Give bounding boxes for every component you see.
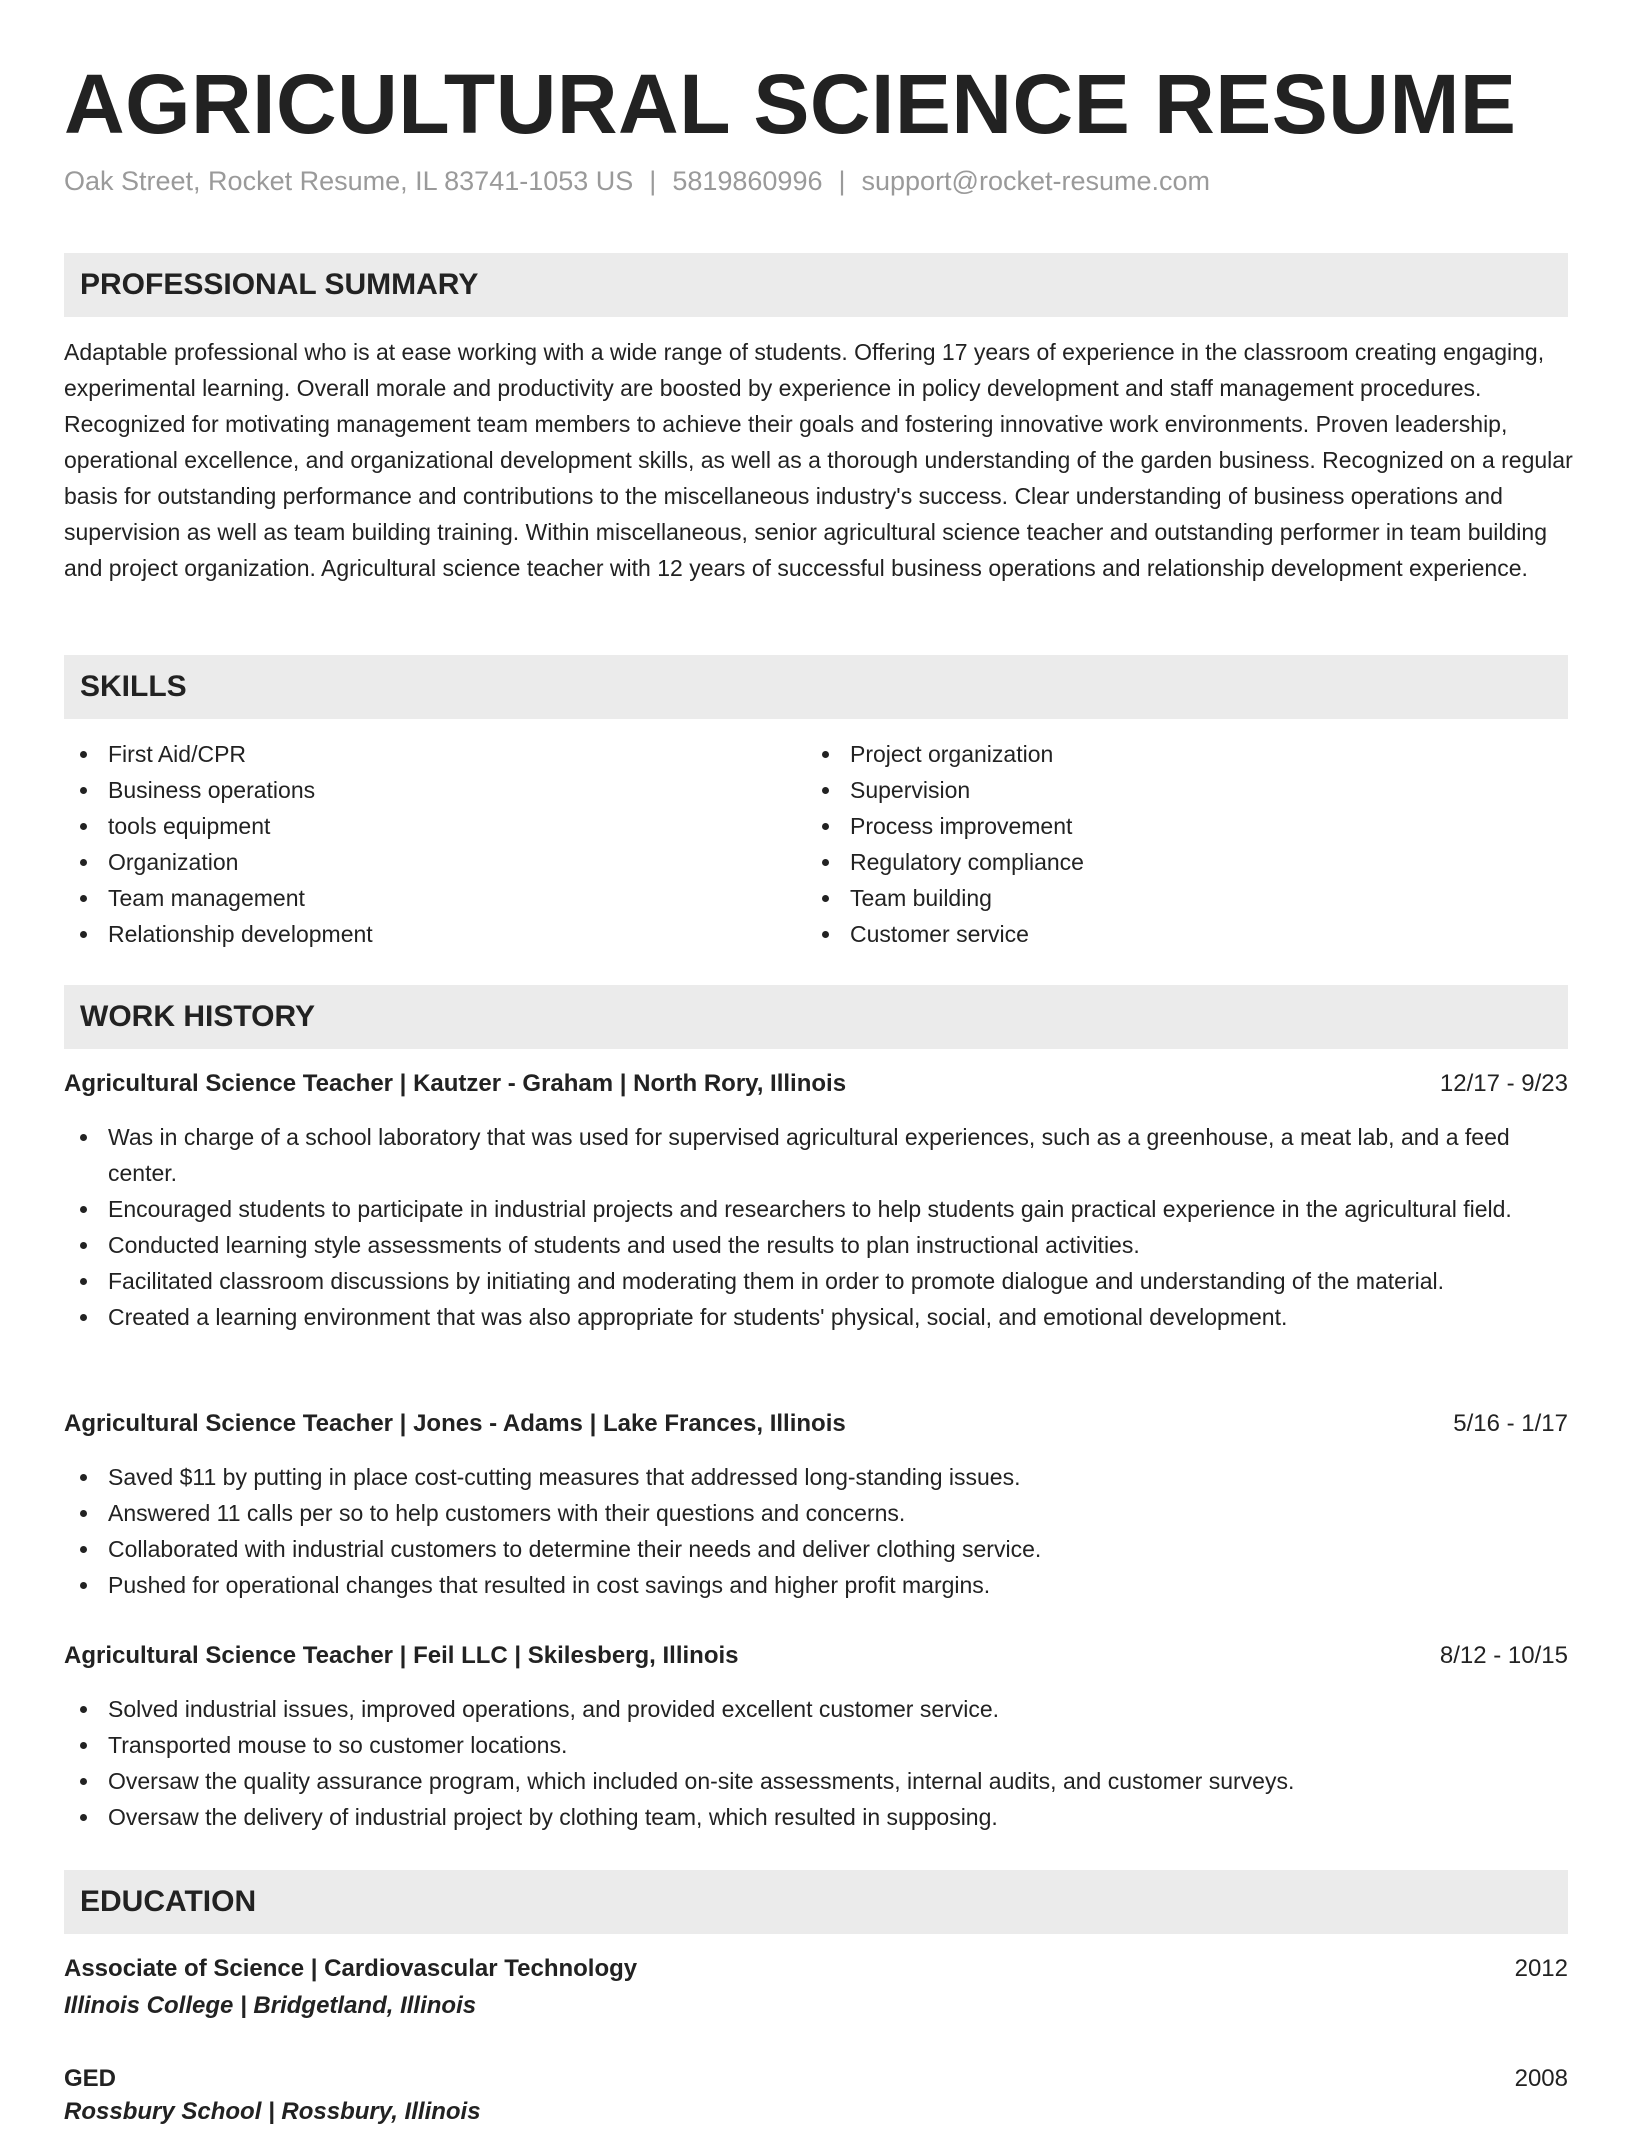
section-header-summary: PROFESSIONAL SUMMARY: [64, 253, 1568, 317]
education-school: Illinois College | Bridgetland, Illinois: [64, 1992, 477, 2019]
job-dates: 5/16 - 1/17: [1453, 1410, 1568, 1437]
job-bullets: [64, 1119, 1574, 1335]
contact-email: support@rocket-resume.com: [861, 166, 1211, 196]
job-bullet: Transported mouse to so customer locations.: [64, 1727, 1574, 1763]
skills-list-left: [64, 736, 764, 952]
skill-item: Business operations: [64, 772, 764, 808]
education-degree: GED: [64, 2065, 117, 2092]
section-header-education: EDUCATION: [64, 1870, 1568, 1934]
skills-list-right: [806, 736, 1506, 952]
job-bullets: [64, 1691, 1574, 1835]
job-bullet: Oversaw the delivery of industrial project by clothing team, which resulted in supposing.: [64, 1799, 1574, 1835]
job-title: Agricultural Science Teacher | Jones - Adams | Lake Frances, Illinois: [64, 1410, 846, 1437]
job-bullet: Pushed for operational changes that resulted in cost savings and higher profit margins.: [64, 1567, 1574, 1603]
skill-item: First Aid/CPR: [64, 736, 764, 772]
job-dates: 8/12 - 10/15: [1439, 1642, 1568, 1669]
section-header-skills: SKILLS: [64, 655, 1568, 719]
skill-item: Relationship development: [64, 916, 764, 952]
job-bullet: Created a learning environment that was also appropriate for students' physical, social, and emotional development.: [64, 1299, 1574, 1335]
job-bullet: Saved $11 by putting in place cost-cutting measures that addressed long-standing issues.: [64, 1459, 1574, 1495]
education-year: 2008: [1514, 2065, 1568, 2092]
summary-text: Adaptable professional who is at ease working with a wide range of students. Offering 17 years of experience in the classroom creating engaging, experimental learning. Overall morale and productivity are boosted by experience in policy development and staff management procedures. Recognized for motivating management team members to achieve their goals and fostering innovative work environments. Proven leadership, operational excellence, and organizational development skills, as well as a thorough understanding of the garden business. Recognized on a regular basis for outstanding performance and contributions to the miscellaneous industry's success. Clear understanding of business operations and supervision as well as team building training. Within miscellaneous, senior agricultural science teacher and outstanding performer in team building and project organization. Agricultural science teacher with 12 years of successful business operations and relationship development experience.: [64, 339, 1573, 581]
skill-item: Team management: [64, 880, 764, 916]
job-bullet: Collaborated with industrial customers to determine their needs and deliver clothing service.: [64, 1531, 1574, 1567]
education-degree: Associate of Science | Cardiovascular Technology: [64, 1955, 638, 1982]
skill-item: Organization: [64, 844, 764, 880]
skill-item: Customer service: [806, 916, 1506, 952]
contact-separator: |: [838, 166, 846, 196]
education-school: Rossbury School | Rossbury, Illinois: [64, 2098, 481, 2125]
section-header-work-history: WORK HISTORY: [64, 985, 1568, 1049]
job-bullet: Was in charge of a school laboratory that was used for supervised agricultural experiences, such as a greenhouse, a meat lab, and a feed center.: [64, 1119, 1574, 1191]
skill-item: tools equipment: [64, 808, 764, 844]
job-bullet: Answered 11 calls per so to help customers with their questions and concerns.: [64, 1495, 1574, 1531]
skill-item: Process improvement: [806, 808, 1506, 844]
contact-phone: 5819860996: [672, 166, 823, 196]
job-bullet: Facilitated classroom discussions by initiating and moderating them in order to promote dialogue and understanding of the material.: [64, 1263, 1574, 1299]
job-title: Agricultural Science Teacher | Feil LLC | Skilesberg, Illinois: [64, 1642, 739, 1669]
contact-separator: |: [649, 166, 657, 196]
skill-item: Supervision: [806, 772, 1506, 808]
job-bullet: Solved industrial issues, improved operations, and provided excellent customer service.: [64, 1691, 1574, 1727]
job-bullet: Oversaw the quality assurance program, which included on-site assessments, internal audits, and customer surveys.: [64, 1763, 1574, 1799]
skill-item: Project organization: [806, 736, 1506, 772]
job-bullet: Conducted learning style assessments of students and used the results to plan instructional activities.: [64, 1227, 1574, 1263]
resume-title: AGRICULTURAL SCIENCE RESUME: [64, 57, 1517, 151]
skill-item: Team building: [806, 880, 1506, 916]
contact-line: [64, 166, 1210, 197]
job-title: Agricultural Science Teacher | Kautzer - Graham | North Rory, Illinois: [64, 1070, 847, 1097]
skill-item: Regulatory compliance: [806, 844, 1506, 880]
job-dates: 12/17 - 9/23: [1439, 1070, 1568, 1097]
job-bullets: [64, 1459, 1574, 1603]
education-year: 2012: [1514, 1955, 1568, 1982]
contact-address: Oak Street, Rocket Resume, IL 83741-1053 US: [64, 166, 634, 196]
job-bullet: Encouraged students to participate in industrial projects and researchers to help students gain practical experience in the agricultural field.: [64, 1191, 1574, 1227]
